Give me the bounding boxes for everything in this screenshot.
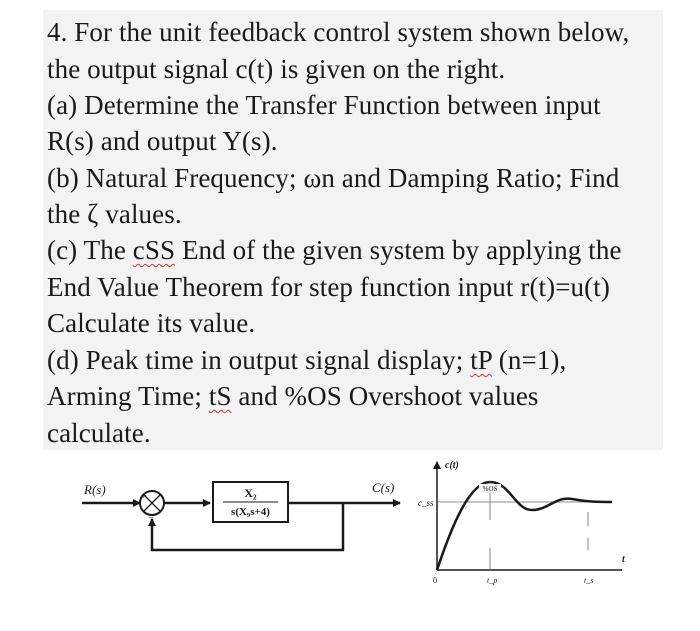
overshoot-label: %OS: [482, 485, 498, 493]
arming-prefix: Arming Time;: [47, 381, 209, 411]
question-line-4: R(s) and output Y(s).: [47, 126, 278, 156]
y-axis-label: c(t): [445, 460, 459, 471]
css-label: c_ss: [418, 498, 434, 508]
question-line-6: the ζ values.: [47, 199, 182, 229]
response-plot: [418, 460, 626, 585]
question-line-12: calculate.: [47, 418, 151, 448]
x-axis-label: t: [622, 554, 625, 565]
ts-label: t_s: [584, 576, 594, 585]
output-label: C(s): [372, 480, 395, 495]
tf-denominator: s(X₉s+4): [231, 506, 270, 518]
response-curve: [437, 482, 612, 570]
input-label: R(s): [84, 482, 106, 497]
part-c-prefix: (c) The: [47, 235, 133, 265]
part-d-suffix: (n=1),: [491, 345, 567, 375]
tp-term: tP: [470, 345, 492, 375]
question-line-3: (a) Determine the Transfer Function between input: [47, 90, 601, 120]
sum-plus-sign: +: [141, 491, 147, 502]
question-line-8: End Value Theorem for step function input r(t)=u(t): [47, 272, 610, 302]
question-line-5: (b) Natural Frequency; ωn and Damping Ratio; Find: [47, 163, 620, 193]
block-diagram: [82, 480, 400, 550]
question-line-1: 4. For the unit feedback control system shown below,: [47, 17, 630, 47]
sum-minus-sign: −: [148, 513, 154, 524]
origin-label: 0: [433, 576, 437, 585]
part-c-suffix: End of the given system by applying the: [175, 235, 622, 265]
question-line-9: Calculate its value.: [47, 308, 256, 338]
tp-label: t_p: [487, 576, 498, 585]
question-line-2: the output signal c(t) is given on the right.: [47, 54, 506, 84]
part-d-prefix: (d) Peak time in output signal display;: [47, 345, 471, 375]
arming-suffix: and %OS Overshoot values: [231, 381, 539, 411]
css-term: cSS: [132, 235, 176, 265]
ts-term: tS: [208, 381, 232, 411]
tf-numerator: X₂: [244, 486, 257, 500]
